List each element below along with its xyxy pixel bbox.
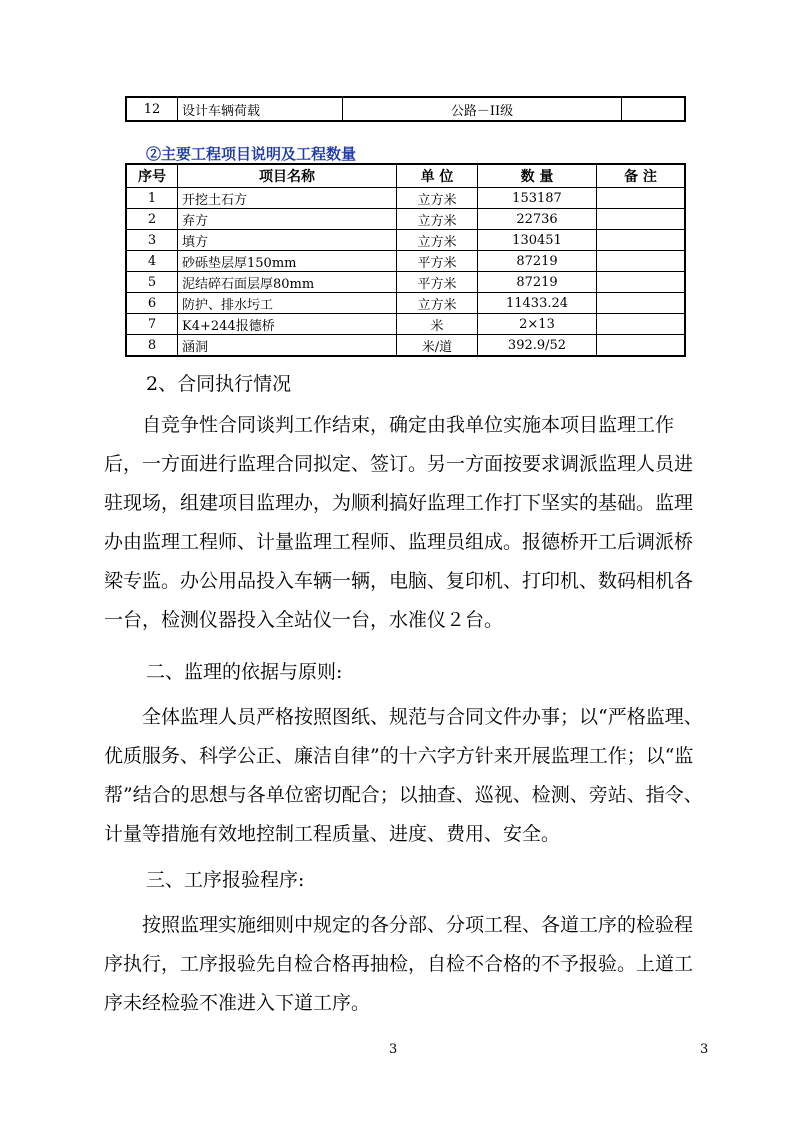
item-name: K4+244报德桥 <box>178 314 397 335</box>
row-number: 4 <box>126 251 178 272</box>
item-quantity: 11433.24 <box>478 293 597 314</box>
item-remark <box>597 293 686 314</box>
design-load-table <box>125 96 686 122</box>
table-row <box>126 188 685 209</box>
page-number-center: 3 <box>389 1042 398 1057</box>
project-quantity-table <box>125 163 686 357</box>
item-unit: 立方米 <box>397 230 478 251</box>
item-remark <box>597 230 686 251</box>
item-remark <box>622 97 686 121</box>
item-quantity: 130451 <box>478 230 597 251</box>
item-remark <box>597 209 686 230</box>
table-row <box>126 314 685 335</box>
item-remark <box>597 188 686 209</box>
row-number: 8 <box>126 335 178 357</box>
contract-paragraph: 自竞争性合同谈判工作结束，确定由我单位实施本项目监理工作后，一方面进行监理合同拟定、签订。另一方面按要求调派监理人员进驻现场，组建项目监理办，为顺利搞好监理工作打下坚实的基础。监理办由监理工程师、计量监理工程师、监理员组成。报德桥开工后调派桥梁专监。办公用品投入车辆一辆，电脑、复印机、打印机、数码相机各一台，检测仪器投入全站仪一台，水准仪２台。 <box>104 414 694 631</box>
section-heading: ②主要工程项目说明及工程数量 <box>146 145 357 163</box>
item-unit: 立方米 <box>397 293 478 314</box>
item-name: 砂砾垫层厚150mm <box>178 251 397 272</box>
table-row <box>126 230 685 251</box>
item-unit: 米/道 <box>397 335 478 357</box>
item-unit: 立方米 <box>397 209 478 230</box>
basis-paragraph: 全体监理人员严格按照图纸、规范与合同文件办事；以“严格监理、优质服务、科学公正、廉洁自律”的十六字方针来开展监理工作；以“监帮”结合的思想与各单位密切配合；以抽查、巡视、检测、旁站、指令、计量等措施有效地控制工程质量、进度、费用、安全。 <box>104 706 703 845</box>
table-row <box>126 272 685 293</box>
row-number: 3 <box>126 230 178 251</box>
table-row <box>126 209 685 230</box>
table-row <box>126 293 685 314</box>
table-row <box>126 335 685 357</box>
header-unit: 单 位 <box>397 164 478 188</box>
procedure-heading: 三、工序报验程序: <box>146 869 305 891</box>
table-row <box>126 97 685 121</box>
item-quantity: 22736 <box>478 209 597 230</box>
header-qty: 数 量 <box>478 164 597 188</box>
item-remark <box>597 272 686 293</box>
item-name: 填方 <box>178 230 397 251</box>
row-number: 5 <box>126 272 178 293</box>
item-quantity: 87219 <box>478 251 597 272</box>
item-name: 弃方 <box>178 209 397 230</box>
item-unit: 平方米 <box>397 251 478 272</box>
row-number: 12 <box>126 97 178 121</box>
item-quantity: 392.9/52 <box>478 335 597 357</box>
item-name: 开挖土石方 <box>178 188 397 209</box>
header-no: 序号 <box>126 164 178 188</box>
contract-heading: 2、合同执行情况 <box>146 373 292 395</box>
header-name: 项目名称 <box>178 164 397 188</box>
row-number: 6 <box>126 293 178 314</box>
item-name: 涵洞 <box>178 335 397 357</box>
item-remark <box>597 314 686 335</box>
item-unit: 米 <box>397 314 478 335</box>
item-name: 防护、排水圬工 <box>178 293 397 314</box>
item-unit: 立方米 <box>397 188 478 209</box>
header-remark: 备 注 <box>597 164 686 188</box>
item-quantity: 87219 <box>478 272 597 293</box>
item-remark <box>597 335 686 357</box>
procedure-paragraph: 按照监理实施细则中规定的各分部、分项工程、各道工序的检验程序执行，工序报验先自检合格再抽检，自检不合格的不予报验。上道工序未经检验不准进入下道工序。 <box>104 914 694 1014</box>
row-number: 7 <box>126 314 178 335</box>
item-quantity: 153187 <box>478 188 597 209</box>
table-row <box>126 251 685 272</box>
item-name: 设计车辆荷载 <box>178 97 343 121</box>
row-number: 1 <box>126 188 178 209</box>
item-name: 泥结碎石面层厚80mm <box>178 272 397 293</box>
table-header-row <box>126 164 685 188</box>
item-value: 公路－II级 <box>343 97 622 121</box>
basis-heading: 二、监理的依据与原则: <box>146 661 343 683</box>
row-number: 2 <box>126 209 178 230</box>
item-unit: 平方米 <box>397 272 478 293</box>
item-quantity: 2×13 <box>478 314 597 335</box>
item-remark <box>597 251 686 272</box>
page-number-right: 3 <box>700 1042 709 1057</box>
